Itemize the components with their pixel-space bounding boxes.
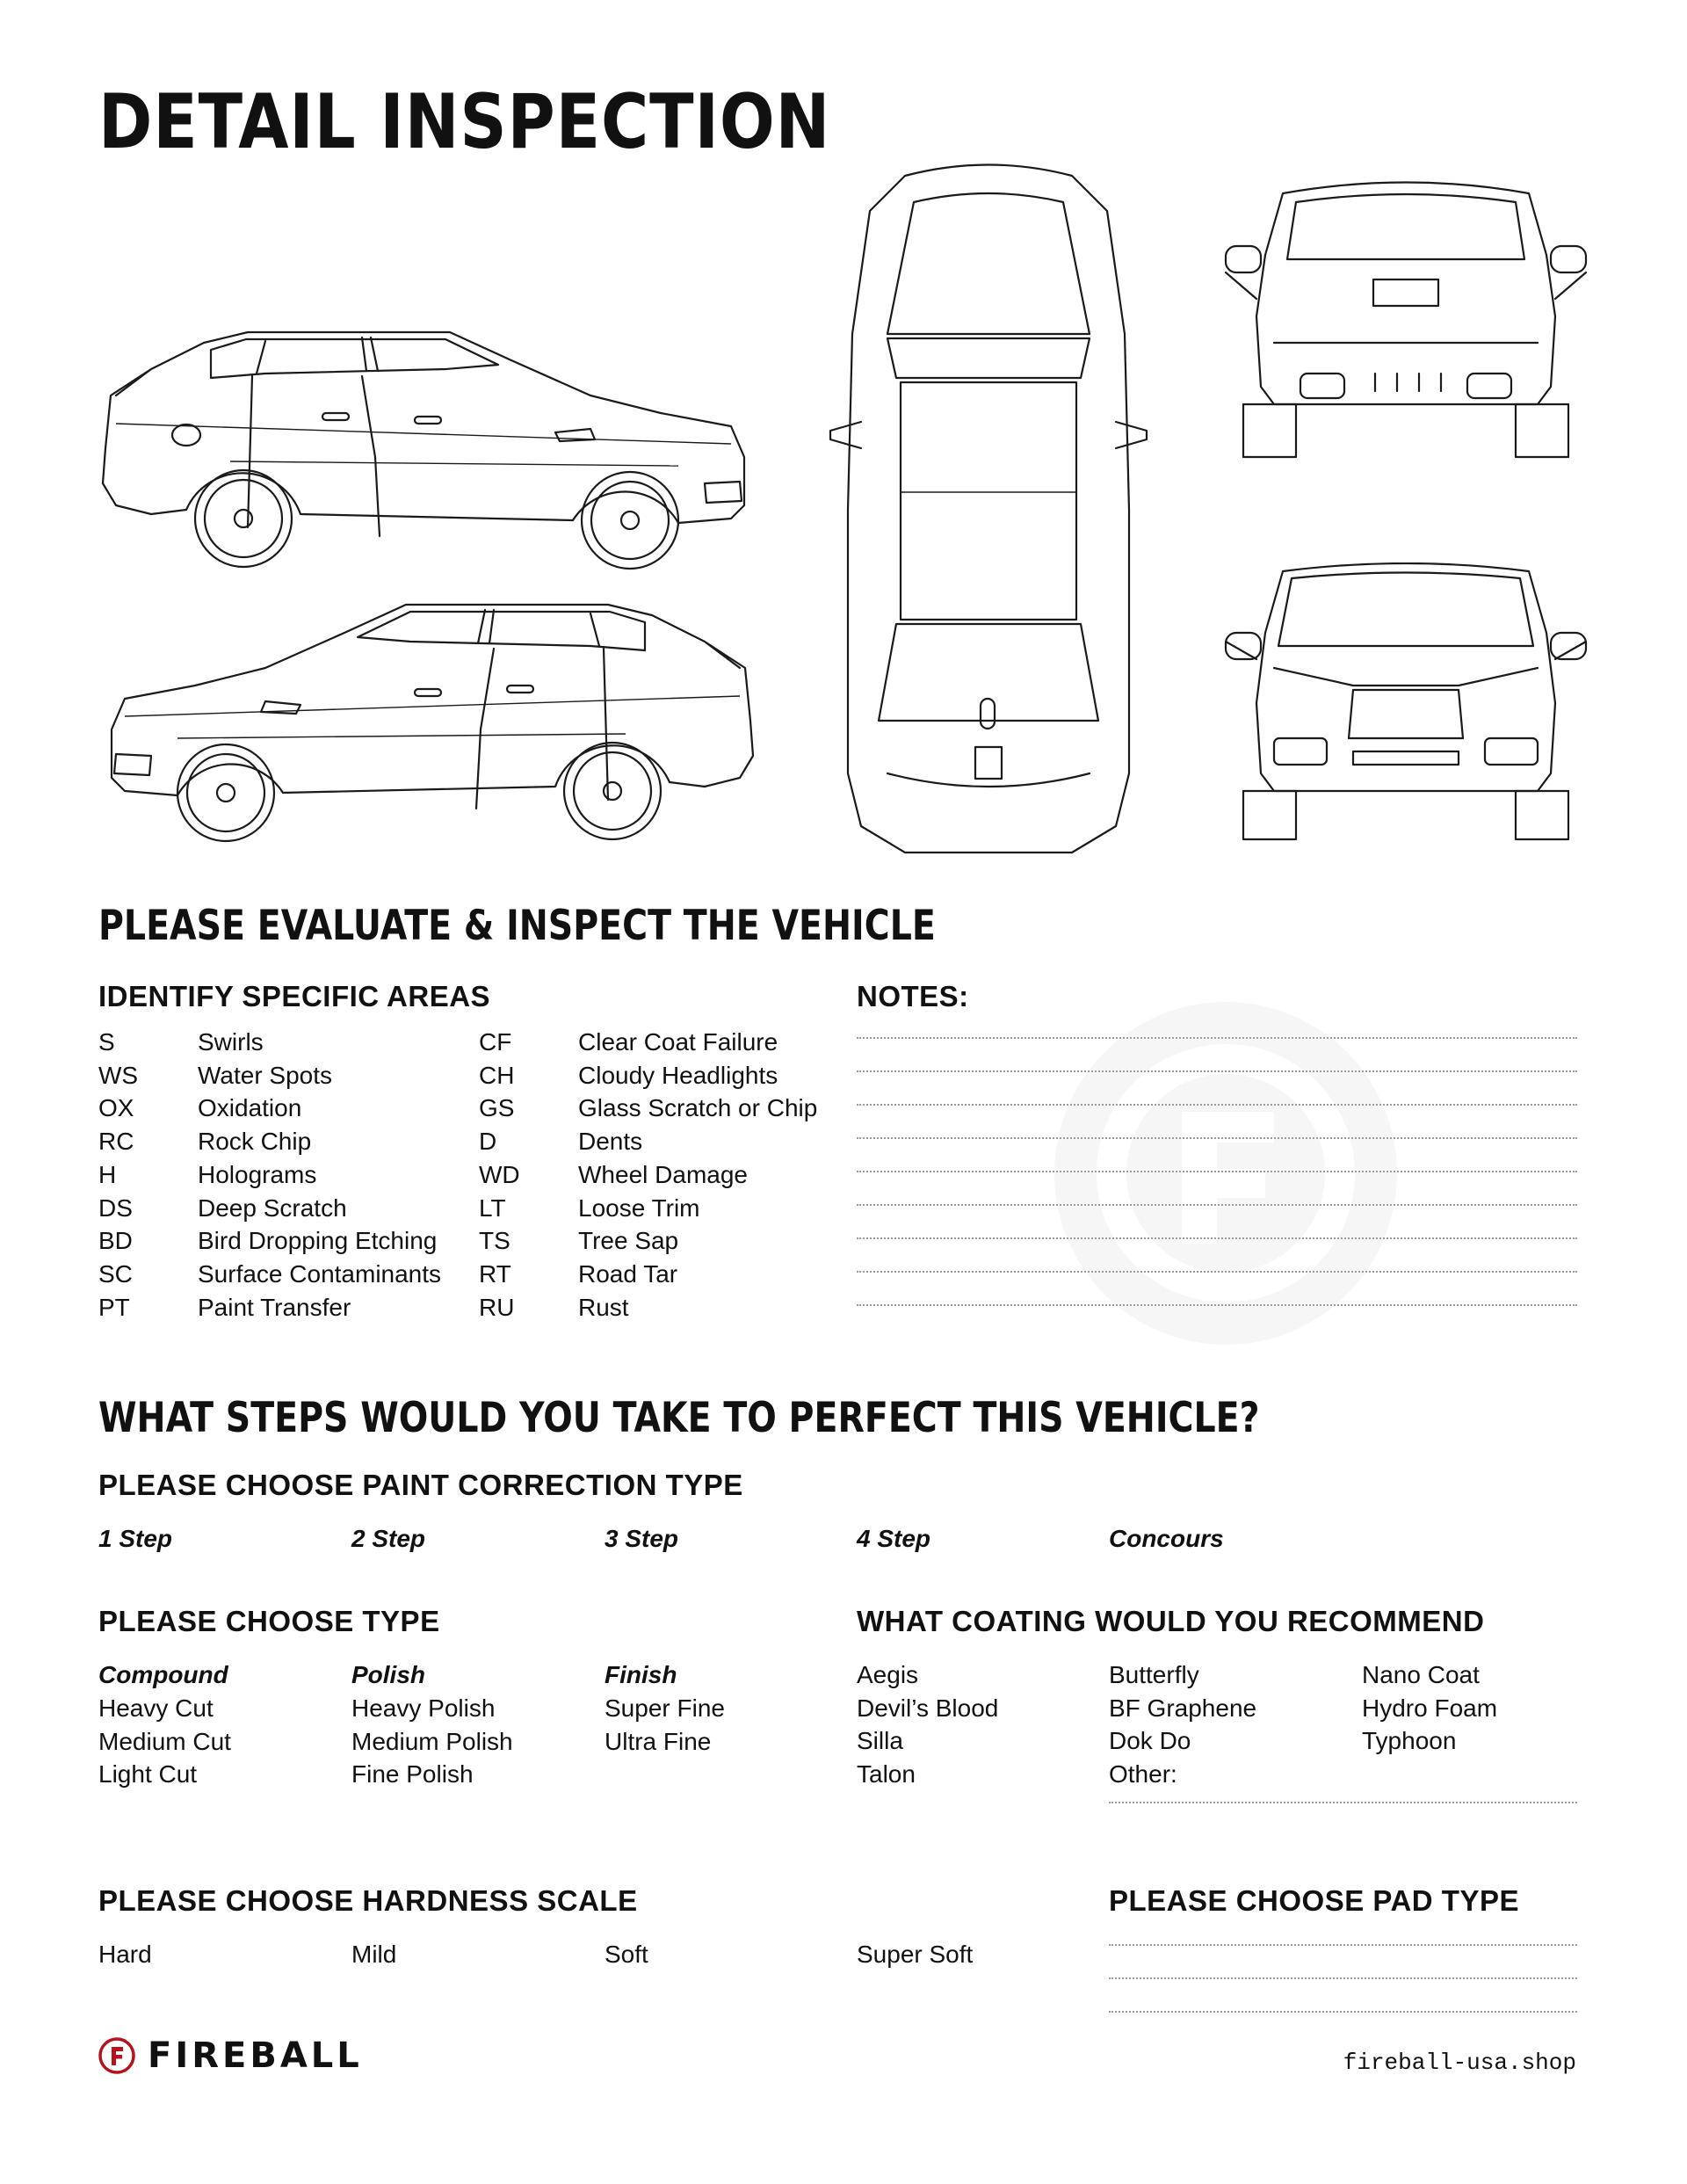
- other-coating-line[interactable]: [1109, 1802, 1577, 1803]
- area-code: S: [98, 1028, 115, 1056]
- area-label: Paint Transfer: [198, 1293, 351, 1321]
- area-code: CH: [479, 1061, 515, 1089]
- fireball-watermark-icon: [1050, 998, 1401, 1349]
- notes-line[interactable]: [857, 1104, 1577, 1106]
- notes-line[interactable]: [857, 1171, 1577, 1172]
- evaluate-heading: PLEASE EVALUATE & INSPECT THE VEHICLE: [98, 902, 936, 950]
- area-code: RT: [479, 1259, 511, 1288]
- type-option[interactable]: Fine Polish: [351, 1760, 474, 1789]
- type-column-header: Compound: [98, 1661, 228, 1688]
- type-option[interactable]: Heavy Polish: [351, 1694, 496, 1722]
- area-label: Clear Coat Failure: [578, 1028, 778, 1056]
- area-label: Surface Contaminants: [198, 1259, 442, 1288]
- area-code: TS: [479, 1227, 510, 1255]
- coating-option[interactable]: Other:: [1109, 1760, 1177, 1789]
- brand-name: FIREBALL: [148, 2035, 363, 2076]
- fireball-logo-icon: [98, 2037, 135, 2074]
- area-label: Rust: [578, 1293, 629, 1321]
- notes-line[interactable]: [857, 1070, 1577, 1072]
- coating-option[interactable]: Butterfly: [1109, 1661, 1199, 1688]
- area-label: Deep Scratch: [198, 1194, 347, 1222]
- type-option[interactable]: Medium Cut: [98, 1727, 231, 1755]
- hardness-option[interactable]: Mild: [351, 1941, 397, 1968]
- area-label: Wheel Damage: [578, 1160, 748, 1188]
- type-option[interactable]: Light Cut: [98, 1760, 198, 1789]
- area-label: Water Spots: [198, 1061, 333, 1089]
- area-code: WS: [98, 1061, 139, 1089]
- area-label: Dents: [578, 1128, 643, 1156]
- area-code: OX: [98, 1094, 134, 1122]
- area-code: WD: [479, 1160, 520, 1188]
- pad-line[interactable]: [1109, 2011, 1577, 2013]
- type-option[interactable]: Heavy Cut: [98, 1694, 214, 1722]
- area-code: LT: [479, 1194, 506, 1222]
- type-heading: PLEASE CHOOSE TYPE: [98, 1605, 440, 1637]
- coating-option[interactable]: Devil’s Blood: [857, 1694, 999, 1722]
- steps-heading: WHAT STEPS WOULD YOU TAKE TO PERFECT THIS VEHICLE?: [98, 1394, 1260, 1442]
- brand-logo: [98, 2037, 363, 2074]
- coating-heading: WHAT COATING WOULD YOU RECOMMEND: [857, 1605, 1485, 1637]
- area-code: SC: [98, 1259, 133, 1288]
- coating-option[interactable]: Silla: [857, 1727, 903, 1755]
- coating-option[interactable]: Nano Coat: [1362, 1661, 1480, 1688]
- page-title: DETAIL INSPECTION: [98, 78, 831, 166]
- notes-line[interactable]: [857, 1137, 1577, 1139]
- coating-option[interactable]: BF Graphene: [1109, 1694, 1257, 1722]
- coating-option[interactable]: Aegis: [857, 1661, 919, 1688]
- area-label: Road Tar: [578, 1259, 678, 1288]
- correction-option[interactable]: 3 Step: [605, 1525, 679, 1552]
- area-code: PT: [98, 1293, 130, 1321]
- hardness-option[interactable]: Soft: [605, 1941, 648, 1968]
- notes-line[interactable]: [857, 1204, 1577, 1206]
- correction-option[interactable]: 1 Step: [98, 1525, 173, 1552]
- notes-line[interactable]: [857, 1037, 1577, 1039]
- type-column-header: Finish: [605, 1661, 677, 1688]
- coating-option[interactable]: Dok Do: [1109, 1727, 1191, 1755]
- area-label: Oxidation: [198, 1094, 302, 1122]
- area-code: D: [479, 1128, 497, 1156]
- area-label: Tree Sap: [578, 1227, 679, 1255]
- front-view-car-icon: [1221, 562, 1590, 844]
- area-label: Loose Trim: [578, 1194, 700, 1222]
- area-label: Holograms: [198, 1160, 317, 1188]
- area-code: H: [98, 1160, 117, 1188]
- area-label: Bird Dropping Etching: [198, 1227, 438, 1255]
- side-view-car-right-icon: [98, 325, 757, 571]
- correction-option[interactable]: 2 Step: [351, 1525, 426, 1552]
- website-url[interactable]: fireball-usa.shop: [1343, 2050, 1576, 2076]
- pad-heading: PLEASE CHOOSE PAD TYPE: [1109, 1884, 1519, 1917]
- coating-option[interactable]: Hydro Foam: [1362, 1694, 1498, 1722]
- area-label: Glass Scratch or Chip: [578, 1094, 818, 1122]
- area-code: RC: [98, 1128, 134, 1156]
- correction-option[interactable]: 4 Step: [857, 1525, 931, 1552]
- area-code: DS: [98, 1194, 133, 1222]
- notes-line[interactable]: [857, 1271, 1577, 1273]
- area-code: BD: [98, 1227, 133, 1255]
- type-option[interactable]: Ultra Fine: [605, 1727, 712, 1755]
- area-label: Rock Chip: [198, 1128, 312, 1156]
- hardness-option[interactable]: Super Soft: [857, 1941, 974, 1968]
- type-option[interactable]: Super Fine: [605, 1694, 725, 1722]
- area-label: Swirls: [198, 1028, 264, 1056]
- notes-line[interactable]: [857, 1304, 1577, 1306]
- correction-option[interactable]: Concours: [1109, 1525, 1224, 1552]
- type-column-header: Polish: [351, 1661, 426, 1688]
- top-view-car-icon: [826, 158, 1151, 861]
- type-option[interactable]: Medium Polish: [351, 1727, 513, 1755]
- area-code: RU: [479, 1293, 515, 1321]
- correction-heading: PLEASE CHOOSE PAINT CORRECTION TYPE: [98, 1469, 743, 1501]
- notes-line[interactable]: [857, 1237, 1577, 1239]
- pad-line[interactable]: [1109, 1977, 1577, 1979]
- coating-option[interactable]: Typhoon: [1362, 1727, 1457, 1755]
- hardness-heading: PLEASE CHOOSE HARDNESS SCALE: [98, 1884, 638, 1917]
- rear-view-car-icon: [1221, 176, 1590, 466]
- area-code: CF: [479, 1028, 512, 1056]
- side-view-car-left-icon: [98, 598, 757, 844]
- area-label: Cloudy Headlights: [578, 1061, 778, 1089]
- areas-heading: IDENTIFY SPECIFIC AREAS: [98, 980, 491, 1012]
- coating-option[interactable]: Talon: [857, 1760, 916, 1789]
- notes-heading: NOTES:: [857, 980, 969, 1012]
- area-code: GS: [479, 1094, 515, 1122]
- pad-line[interactable]: [1109, 1944, 1577, 1946]
- hardness-option[interactable]: Hard: [98, 1941, 152, 1968]
